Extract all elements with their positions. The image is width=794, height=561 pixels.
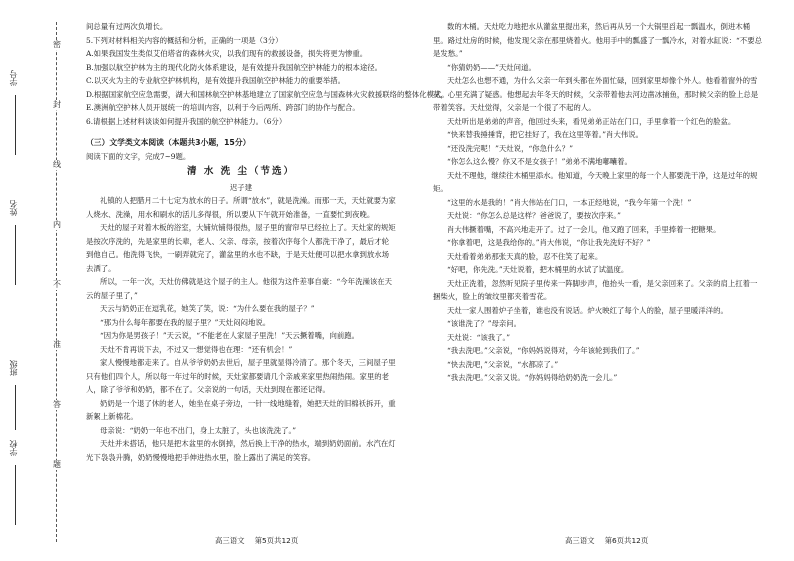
paragraph: 天灶看着弟弟那张天真的脸，忍不住笑了起来。 [447,251,603,261]
paragraph: 天灶说：“你怎么总是这样？爸爸说了，要按次序来。” [447,211,621,220]
story-title: 清 水 洗 尘（节选） [187,166,295,177]
paragraph: “因为你是男孩子！”天云说，“不能老在人家屋子里洗！”天云撅着嘴，向前跑。 [100,331,360,340]
text-line: 间总量有过两次负增长。 [86,22,168,31]
paragraph: 肖大伟撅着嘴，不高兴地走开了。过了一会儿，他又跑了回来，手里捧着一把糖果。 [447,224,721,234]
section-header: （三）文学类文本阅读（本题共3小题，15分） [86,138,251,147]
paragraph: 家人慢慢地都走来了。自从爷爷奶奶去世后，屋子里就显得冷清了。那个冬天，三间屋子里只有他们四个人，所以每一年过年的时候，天灶家都要请几个亲戚来家里热闹热闹。家里的老人，除了爷爷和奶奶，都不在了。父亲说的一句话，天灶到现在都还记得。 [86,358,396,394]
option-c: C.以灭火为主的专业航空护林机构，是有效提升我国航空护林能力的重要举措。 [86,76,346,85]
option-e: E.澳洲航空护林人员开展统一的培训内容，以利于今后两所、跨部门的协作与配合。 [86,103,360,112]
option-d: D.根据国家航空应急需要，湖大和国林航空护林基地建立了国家航空应急与国森林火灾救援联络的整体化模式。 [86,89,449,99]
paragraph: 所以，一年一次，天灶仿佛就是这个屋子的主人。他很为这件差事自豪：“今年洗澡该在天云的屋子里了，” [86,277,393,300]
paragraph: 天灶不理他，继续往木桶里添水。他知道，今天晚上家里的每一个人都要洗干净，这是过年的规矩。 [433,170,758,193]
paragraph: 天云与奶奶正在逗乳花，她笑了笑，说：“为什么要在我的屋子？” [100,304,315,313]
school-label: 学校 [9,440,18,456]
paragraph: 天灶不肯再说下去，不过又一想觉得也在理：“还有机会！” [100,344,293,354]
paragraph: 奶奶是一个退了休的老人，她坐在桌子旁边，一针一线地缝着，她把天灶的旧棉袄拆开，重新絮上新棉花。 [86,398,396,421]
paragraph: “还没洗完呢！”天灶说，“你急什么？” [447,143,573,153]
paragraph: “该谁洗了？”母亲问。 [447,319,522,328]
footer-subject: 高三语文 [565,536,595,545]
paragraph: “你猜奶奶——”天灶问道。 [447,62,536,72]
paragraph: 天灶一家人围着炉子坐着，谁也没有说话。炉火映红了每个人的脸，屋子里暖洋洋的。 [447,305,728,315]
seal-char: 线 [53,160,61,169]
paragraph: “我去洗吧。”父亲说，“你妈妈说得对，今年该轮到我们了。” [447,346,640,355]
seal-char: 准 [53,340,61,349]
right-page-column [433,20,763,385]
name-label: 姓名 [9,200,18,216]
binding-gutter [0,0,82,561]
left-page-column [86,20,449,464]
paragraph: 天灶说：“该我了。” [447,332,510,342]
student-id-blank [15,95,16,155]
paragraph: 礼镇的人把腊月二十七定为放水的日子。所谓“放水”，就是洗澡。而那一天，天灶就要为家人烧水、洗澡，用水和刷水的活儿多得很，所以要从下午就开始准备，一直要忙到夜晚。 [86,196,396,219]
question-5: 5.下列对材料相关内容的概括和分析，正确的一项是（3分） [86,35,283,45]
paragraph: 天灶正洗着，忽然听见院子里传来一阵脚步声，他抬头一看，是父亲回来了。父亲的肩上扛着一捆柴火，脸上的皱纹里都夹着雪花。 [433,278,758,301]
seal-char: 答 [53,400,61,409]
class-blank [15,385,16,430]
seal-char: 封 [53,100,61,109]
footer-subject: 高三语文 [215,536,245,545]
paragraph: “你拿着吧，这是我给你的。”肖大伟说，“你让我先洗好不好？” [447,238,651,247]
story-author: 迟子建 [229,182,253,192]
paragraph: 天灶并未搭话，他只是把木盆里的水倒掉，然后换上干净的热水，端到奶奶面前。水汽在灯光下袅袅升腾，奶奶慢慢地把手伸进热水里，脸上露出了满足的笑容。 [86,439,396,462]
paragraph: “快来替我捶捶背，把它挂好了，我在这里等着。”肖大伟说。 [447,130,644,139]
seal-char: 密 [53,40,61,49]
paragraph: 天灶的屋子对着木板的浴室，大铺炕铺得很热，屋子里的窗帘早已经拉上了。天灶家的规矩是按次序洗的，先是家里的长辈，老人、父亲、母亲，按着次序每个人都洗干净了，最后才轮到他自己。他洗得飞快，一刷弄就完了，灌盆里的水也不缺，于是天灶便可以把水拿到放水场去洒了。 [86,223,396,273]
footer-right [565,535,658,546]
paragraph: 天灶听出是弟弟的声音，他回过头来，看见弟弟正站在门口，手里拿着一个红色的脸盆。 [447,116,736,126]
paragraph: 天灶怎么也想不通，为什么父亲一年到头都在外面忙碌，回到家里却像个外人。他看着窗外的雪花，心里充满了疑惑。他想起去年冬天的时候，父亲带着他去河边凿冰捕鱼，那时候父亲的脸上总是带着笑容。天灶觉得，父亲是一个很了不起的人。 [433,76,759,112]
option-b: B.加强以航空护林为主的现代化防火体系建设，是有效提升我国航空护林能力的根本途径。 [86,62,383,72]
paragraph: “快去洗吧，”父亲说，“水都凉了。” [447,359,559,369]
instruction: 阅读下面的文字，完成7~9题。 [86,151,191,161]
name-blank [15,225,16,285]
footer-page-number: 第6页共12页 [604,536,649,545]
student-id-label: 学号 [9,70,18,86]
seal-char: 不 [53,280,61,289]
paragraph: “我去洗吧。”父亲又说。“你妈妈得给奶奶洗一会儿。” [447,373,618,382]
paragraph: 数的木桶。天灶吃力地把水从灌盆里提出来，然后再从另一个大锅里舀起一瓢温水，倒进木桶里。路过灶房的时候，他发现父亲在那里烧着火。他用手中的瓢盛了一瓢冷水，对着水缸说：“不要总是发愁。” [433,22,762,58]
paragraph: “这里的水是我的！”肖大伟站在门口，一本正经地说，“我今年第一个洗！” [447,197,692,207]
class-label: 班级 [9,360,18,376]
seal-char: 内 [53,220,61,229]
paragraph: “那为什么每年都要在我的屋子里？”天灶闷闷地说。 [100,317,271,327]
seal-char: 题 [53,460,61,469]
school-blank [15,465,16,525]
paragraph: “你怎么这么慢？你又不是女孩子！”弟弟不满地嘟囔着。 [447,157,632,166]
paragraph: 母亲说：“奶奶一年也不出门，身上太脏了，头也该洗洗了。” [100,425,297,435]
footer-left [215,535,308,546]
question-6: 6.请根据上述材料谈谈如何提升我国的航空护林能力。（6分） [86,116,287,126]
footer-page-number: 第5页共12页 [254,536,299,545]
paragraph: “好吧，你先洗。”天灶说着，把木桶里的水试了试温度。 [447,265,629,274]
option-a: A.如果我国发生类似艾伯塔省的森林火灾，以我们现有的救援设备，损失将更为惨重。 [86,49,368,58]
